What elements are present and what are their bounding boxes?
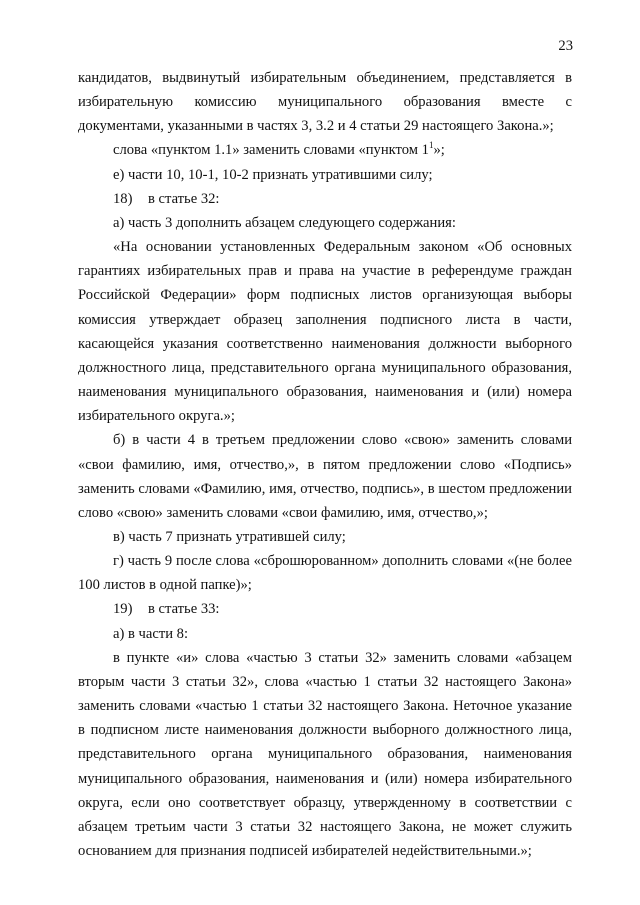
paragraph-item-b: б) в части 4 в третьем предложении слово «свою» заменить словами «свои фамилию, имя, отчество,», в пятом предложении слово «Подпись» заменить словами «Фамилию, имя, отчество, подпись», в шестом предложении слово «свою» заменить словами «свои фамилию, имя, отчество,»; (78, 432, 572, 521)
paragraph-item-i: в пункте «и» слова «частью 3 статьи 32» заменить словами «абзацем вторым части 3 статьи 32», слова «частью 1 статьи 32 настоящего Закона» заменить словами «частью 1 статьи 32 настоящего Закона. Неточное указание в подписном листе наименования должности выборного должностного лица, представительного органа муниципального образования, наименования муниципального образования, наименования и (или) номера избирательного округа, если оно соответствует образцу, утвержденному в соответствии с абзацем третьим части 3 статьи 32 настоящего Закона, не может служить основанием для признания подписей избирателей недействительными.»; (78, 649, 572, 859)
paragraph-quote: «На основании установленных Федеральным законом «Об основных гарантиях избирательных прав и права на участие в референдуме граждан Российской Федерации» форм подписных листов организующая выборы комиссия утверждает образец заполнения подписного листа в части, касающейся указания соответственно наименования должности выборного должностного лица, представительного органа муниципального образования, наименования муниципального образования, наименования и (или) номера избирательного округа.»; (78, 239, 572, 425)
page-number: 23 (558, 38, 573, 54)
paragraph-item-a: а) часть 3 дополнить абзацем следующего содержания: (113, 214, 456, 231)
paragraph-item-e: е) части 10, 10-1, 10-2 признать утратившими силу; (113, 166, 433, 183)
item-text: в статье 32: (148, 190, 220, 207)
paragraph-replace-words-end: »; (433, 142, 445, 159)
paragraph-item-a-part-8: а) в части 8: (113, 625, 189, 642)
paragraph-item-18 (78, 187, 572, 211)
item-number: 18) (113, 190, 133, 207)
document-body (78, 66, 572, 863)
item-number: 19) (113, 601, 133, 618)
paragraph-item-g: г) часть 9 после слова «сброшюрованном» дополнить словами «(не более 100 листов в одной папке)»; (78, 553, 572, 594)
paragraph-item-19 (78, 597, 572, 621)
paragraph-item-v: в) часть 7 признать утратившей силу; (113, 528, 346, 545)
item-text: в статье 33: (148, 601, 220, 618)
superscript: 1 (428, 140, 434, 151)
paragraph-replace-words (78, 138, 572, 162)
paragraph-continuation: кандидатов, выдвинутый избирательным объединением, представляется в избирательную комиссию муниципального образования вместе с документами, указанными в частях 3, 3.2 и 4 статьи 29 настоящего Закона.»; (78, 70, 572, 135)
paragraph-replace-words-text: слова «пунктом 1.1» заменить словами «пунктом 1 (113, 142, 429, 159)
